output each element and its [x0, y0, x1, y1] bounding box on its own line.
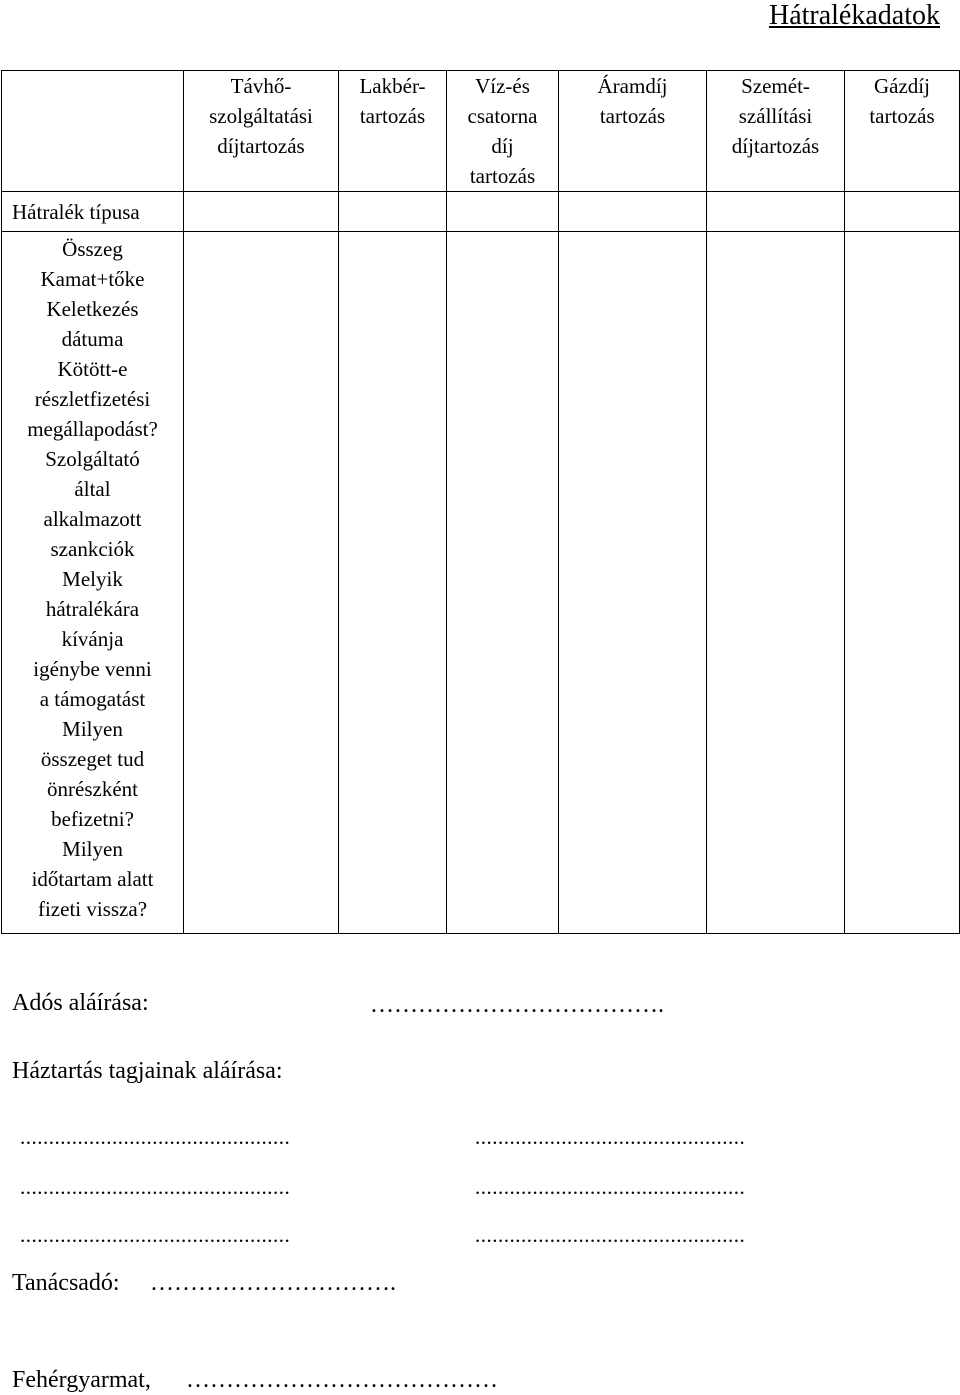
table-cell: [559, 232, 707, 934]
col-header-rent: [339, 71, 447, 192]
advisor-signature-line: ………………………….: [150, 1270, 396, 1296]
table-cell: [184, 192, 339, 232]
col-header-line: díj: [491, 134, 514, 158]
row-label-line: Melyik: [62, 567, 123, 591]
row-label-line: alkalmazott: [43, 507, 142, 531]
household-signature-line: ...............................................: [475, 1223, 746, 1247]
col-header-waste: [707, 71, 845, 192]
date-line: …………………………………: [186, 1367, 498, 1393]
household-signature-line: ...............................................: [20, 1125, 291, 1149]
table-cell: [447, 192, 559, 232]
table-cell: [559, 192, 707, 232]
row-labels: [2, 232, 184, 934]
row-header-type: Hátralék típusa: [2, 192, 184, 232]
household-signature-line: ...............................................: [475, 1125, 746, 1149]
col-header-line: tartozás: [869, 104, 935, 128]
table-cell: [339, 192, 447, 232]
row-label-line: Keletkezés: [46, 297, 139, 321]
row-label-line: Milyen: [62, 717, 123, 741]
row-label-line: dátuma: [61, 327, 124, 351]
row-label-line: összeget tud: [40, 747, 145, 771]
table-cell: [339, 232, 447, 934]
row-label-line: befizetni?: [51, 807, 134, 831]
details-row: [2, 232, 960, 934]
row-label-line: kívánja: [61, 627, 124, 651]
advisor-signature-label: Tanácsadó:: [12, 1270, 120, 1296]
col-header-district-heating: [184, 71, 339, 192]
row-label-line: hátralékára: [45, 597, 140, 621]
row-label-line: Kötött-e: [57, 357, 128, 381]
col-header-gas: [845, 71, 960, 192]
corner-cell: [2, 71, 184, 192]
row-label-line: Összeg: [62, 237, 123, 261]
col-header-line: Távhő-: [230, 74, 292, 98]
col-header-line: tartozás: [599, 104, 666, 128]
household-signature-label: Háztartás tagjainak aláírása:: [12, 1058, 283, 1084]
household-signature-line: ...............................................: [475, 1175, 746, 1199]
debtor-signature-label: Adós aláírása:: [12, 990, 149, 1016]
row-label-line: a támogatást: [39, 687, 146, 711]
col-header-line: tartozás: [469, 164, 536, 188]
household-signature-line: ...............................................: [20, 1175, 291, 1199]
table-cell: [707, 192, 845, 232]
row-label-line: Kamat+tőke: [40, 267, 145, 291]
row-label-line: részletfizetési: [34, 387, 151, 411]
table-cell: [845, 232, 960, 934]
col-header-line: Áramdíj: [597, 74, 668, 98]
document-title: Hátralékadatok: [768, 0, 940, 31]
row-label-line: önrészként: [47, 777, 138, 801]
table-cell: [707, 232, 845, 934]
col-header-line: Gázdíj: [874, 74, 930, 98]
row-label-line: megállapodást?: [27, 417, 158, 441]
row-label-line: igénybe venni: [33, 657, 152, 681]
row-label-line: fizeti vissza?: [37, 897, 148, 921]
type-row: [2, 192, 960, 232]
arrears-table: [1, 70, 960, 934]
col-header-line: díjtartozás: [217, 134, 305, 158]
col-header-water-sewer: [447, 71, 559, 192]
table-cell: [845, 192, 960, 232]
row-label-line: által: [74, 477, 111, 501]
col-header-line: tartozás: [359, 104, 426, 128]
col-header-line: csatorna: [467, 104, 538, 128]
row-label-line: Szolgáltató: [45, 447, 140, 471]
col-header-line: szolgáltatási: [209, 104, 313, 128]
header-row: [2, 71, 960, 192]
row-label-line: időtartam alatt: [31, 867, 154, 891]
row-label-line: szankciók: [50, 537, 135, 561]
col-header-line: Szemét-: [741, 74, 810, 98]
col-header-line: szállítási: [738, 104, 813, 128]
table-cell: [447, 232, 559, 934]
col-header-electricity: [559, 71, 707, 192]
place-label: Fehérgyarmat,: [12, 1367, 151, 1393]
col-header-line: díjtartozás: [731, 134, 820, 158]
col-header-line: Lakbér-: [359, 74, 426, 98]
col-header-line: Víz-és: [475, 74, 530, 98]
row-label-line: Milyen: [62, 837, 123, 861]
debtor-signature-line: ……………………………….: [370, 992, 664, 1018]
table-cell: [184, 232, 339, 934]
household-signature-line: ...............................................: [20, 1223, 291, 1247]
